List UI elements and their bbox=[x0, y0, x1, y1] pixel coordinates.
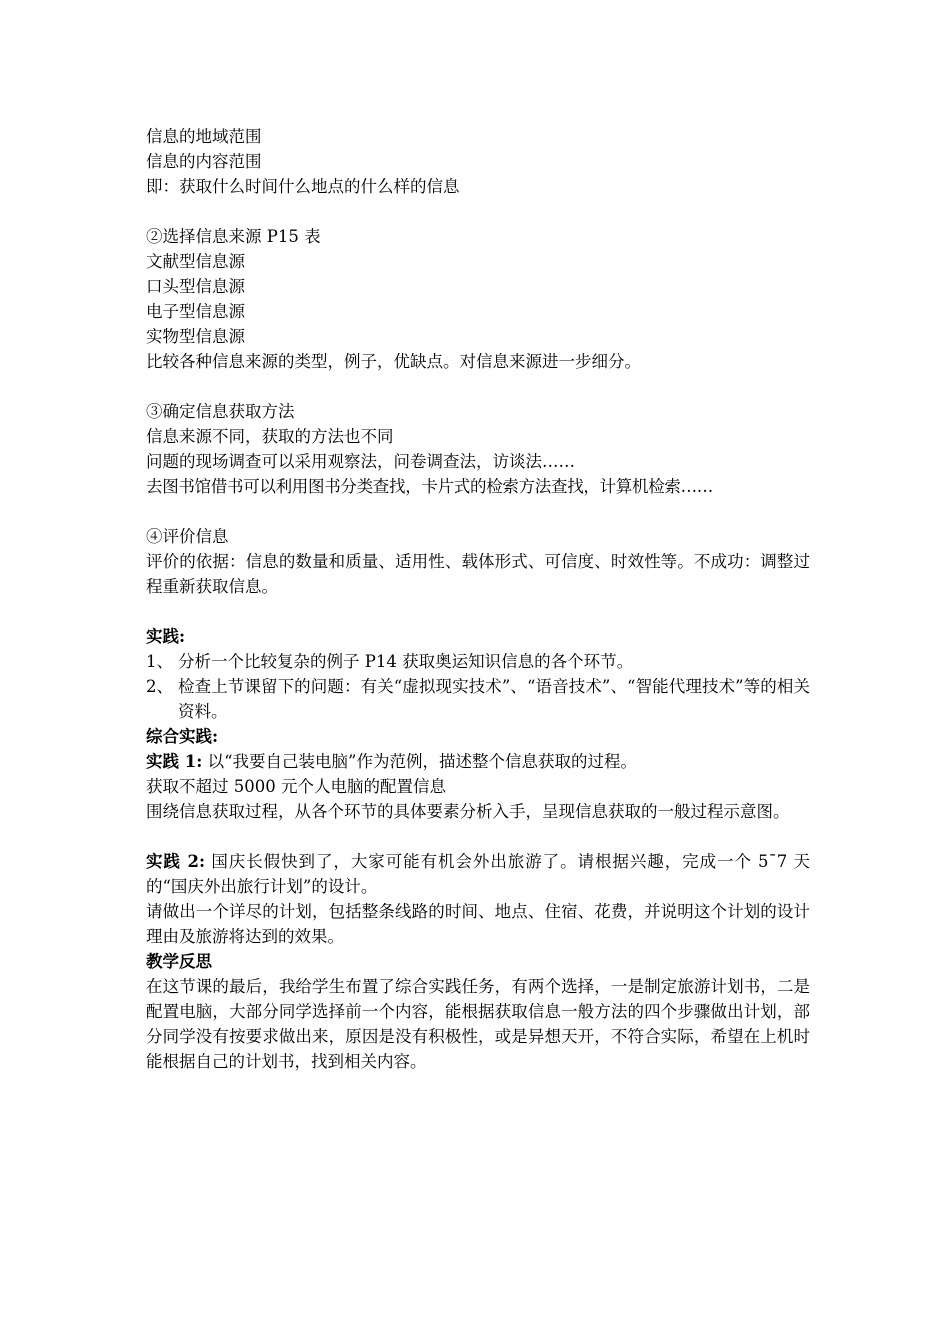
practice1-text: 以“我要自己装电脑”作为范例，描述整个信息获取的过程。 bbox=[207, 752, 637, 771]
comprehensive-heading: 综合实践: bbox=[146, 727, 219, 746]
reflection-heading: 教学反思 bbox=[146, 952, 212, 971]
step3-heading: ③确定信息获取方法 bbox=[146, 402, 295, 421]
source-item: 实物型信息源 bbox=[146, 327, 245, 346]
practice1-line: 获取不超过 5000 元个人电脑的配置信息 bbox=[146, 777, 446, 796]
practice-item bbox=[146, 649, 810, 674]
step3-line: 问题的现场调查可以采用观察法，问卷调查法，访谈法…… bbox=[146, 452, 575, 471]
practice1-paragraph bbox=[146, 749, 810, 774]
spacer bbox=[146, 499, 810, 524]
practice-heading: 实践: bbox=[146, 627, 186, 646]
practice-item-text: 检查上节课留下的问题：有关“虚拟现实技术”、“语音技术”、“智能代理技术”等的相关资料。 bbox=[178, 677, 810, 721]
practice1-line: 围绕信息获取过程，从各个环节的具体要素分析入手，呈现信息获取的一般过程示意图。 bbox=[146, 802, 790, 821]
practice-item bbox=[146, 674, 810, 724]
practice2-text: 国庆长假快到了，大家可能有机会外出旅游了。请根据兴趣，完成一个 5¯7 天的“国庆外出旅行计划”的设计。 bbox=[146, 852, 810, 896]
spacer bbox=[146, 374, 810, 399]
scope-line: 即：获取什么时间什么地点的什么样的信息 bbox=[146, 177, 460, 196]
spacer bbox=[146, 824, 810, 849]
scope-line: 信息的内容范围 bbox=[146, 152, 262, 171]
source-item: 文献型信息源 bbox=[146, 252, 245, 271]
step4-text: 评价的依据：信息的数量和质量、适用性、载体形式、可信度、时效性等。不成功：调整过程重新获取信息。 bbox=[146, 552, 810, 596]
spacer bbox=[146, 599, 810, 624]
source-item: 口头型信息源 bbox=[146, 277, 245, 296]
practice1-label: 实践 1: bbox=[146, 752, 203, 771]
reflection-text: 在这节课的最后，我给学生布置了综合实践任务，有两个选择，一是制定旅游计划书，二是配置电脑，大部分同学选择前一个内容，能根据获取信息一般方法的四个步骤做出计划，部分同学没有按要求做出来，原因是没有积极性，或是异想天开，不符合实际，希望在上机时能根据自己的计划书，找到相关内容。 bbox=[146, 977, 810, 1071]
practice2-line: 请做出一个详尽的计划，包括整条线路的时间、地点、住宿、花费，并说明这个计划的设计理由及旅游将达到的效果。 bbox=[146, 902, 810, 946]
scope-line: 信息的地域范围 bbox=[146, 127, 262, 146]
practice2-paragraph bbox=[146, 849, 810, 899]
practice-item-text: 分析一个比较复杂的例子 P14 获取奥运知识信息的各个环节。 bbox=[178, 652, 634, 671]
practice-item-number: 1、 bbox=[146, 652, 173, 671]
step3-line: 去图书馆借书可以利用图书分类查找，卡片式的检索方法查找，计算机检索…… bbox=[146, 477, 714, 496]
practice2-label: 实践 2: bbox=[146, 852, 206, 871]
step2-heading: ②选择信息来源 P15 表 bbox=[146, 227, 321, 246]
step4-heading: ④评价信息 bbox=[146, 527, 229, 546]
step3-line: 信息来源不同，获取的方法也不同 bbox=[146, 427, 394, 446]
step2-note: 比较各种信息来源的类型，例子，优缺点。对信息来源进一步细分。 bbox=[146, 352, 641, 371]
document-body bbox=[146, 124, 810, 1074]
practice-item-number: 2、 bbox=[146, 677, 173, 696]
source-item: 电子型信息源 bbox=[146, 302, 245, 321]
spacer bbox=[146, 199, 810, 224]
